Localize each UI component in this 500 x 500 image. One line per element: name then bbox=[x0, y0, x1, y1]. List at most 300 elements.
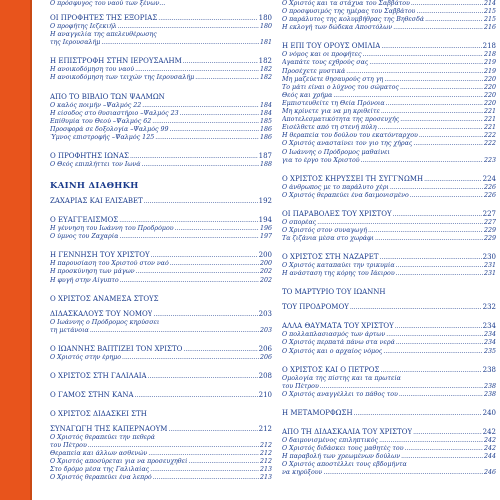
leader-dots bbox=[148, 450, 259, 458]
toc-subentry[interactable] bbox=[282, 100, 496, 108]
toc-subentry[interactable] bbox=[282, 76, 496, 84]
page-number: 220 bbox=[483, 99, 496, 107]
toc-subentry[interactable] bbox=[282, 132, 496, 140]
entry-title: Ο Χριστός θεραπεύει ένα δαιμονισμένο bbox=[282, 191, 409, 199]
toc-subentry[interactable] bbox=[50, 319, 272, 327]
page-number: 180 bbox=[258, 14, 272, 23]
entry-title: ΑΠΟ ΤΟ ΒΙΒΛΙΟ ΤΩΝ ΨΑΛΜΩΝ bbox=[50, 92, 165, 101]
entry-title: Η ανοικοδόμηση του ναού bbox=[50, 66, 135, 74]
entry-title: ΣΥΝΑΓΩΓΗ ΤΗΣ ΚΑΠΕΡΝΑΟΥΜ bbox=[50, 424, 168, 433]
toc-subentry[interactable] bbox=[282, 235, 496, 243]
leader-dots bbox=[317, 219, 483, 227]
leader-dots bbox=[396, 262, 483, 270]
page-number: 220 bbox=[483, 83, 496, 91]
leader-dots bbox=[425, 16, 483, 24]
toc-subentry[interactable] bbox=[282, 437, 496, 445]
leader-dots bbox=[369, 59, 483, 67]
leader-dots bbox=[381, 42, 481, 51]
spacer bbox=[50, 206, 272, 210]
page-number: 242 bbox=[483, 445, 496, 452]
toc-subentry[interactable] bbox=[282, 68, 496, 76]
spacer bbox=[282, 243, 496, 247]
entry-title: Η παραβολή των χρεωμένων δούλων bbox=[282, 453, 401, 461]
toc-chapter-entry[interactable] bbox=[282, 428, 496, 437]
page-number: 212 bbox=[259, 441, 272, 449]
leader-dots bbox=[151, 251, 258, 260]
leader-dots bbox=[383, 348, 483, 356]
toc-subentry[interactable] bbox=[282, 108, 496, 116]
entry-title: Ο Χριστός αποστέλλει τους εβδομήντα bbox=[282, 461, 407, 469]
page-number: 181 bbox=[259, 39, 272, 47]
leader-dots bbox=[378, 124, 483, 132]
entry-title: ΑΛΛΑ ΘΑΥΜΑΤΑ ΤΟΥ ΧΡΙΣΤΟΥ bbox=[282, 322, 394, 331]
toc-chapter-entry[interactable] bbox=[282, 366, 496, 375]
toc-chapter-entry[interactable] bbox=[50, 295, 272, 304]
leader-dots bbox=[380, 366, 481, 375]
leader-dots bbox=[396, 339, 483, 347]
toc-chapter-entry[interactable] bbox=[50, 410, 272, 419]
leader-dots bbox=[405, 445, 483, 453]
spacer bbox=[282, 32, 496, 36]
leader-dots bbox=[168, 425, 257, 434]
entry-title: Ο προφήτης Ιεζεκιήλ bbox=[50, 23, 117, 31]
toc-subentry[interactable] bbox=[50, 31, 272, 39]
entry-title: Ο πολλαπλασιασμός των άρτων bbox=[282, 331, 386, 339]
page-number: 184 bbox=[259, 101, 272, 109]
toc-subentry[interactable] bbox=[282, 84, 496, 92]
page-number: 234 bbox=[482, 322, 496, 331]
entry-title: Ο ΧΡΙΣΤΟΣ ΚΑΙ Ο ΠΕΤΡΟΣ bbox=[282, 365, 380, 374]
toc-chapter-entry[interactable] bbox=[282, 253, 496, 262]
page-number: 222 bbox=[483, 140, 496, 148]
leader-dots bbox=[120, 277, 259, 285]
entry-title: Ο πρόσφυγος του ναού των ξένων... bbox=[50, 0, 166, 7]
toc-subentry[interactable] bbox=[282, 0, 496, 8]
toc-subentry[interactable] bbox=[50, 450, 272, 458]
entry-title: της Ιερουσαλήμ bbox=[50, 39, 101, 47]
page-number: 197 bbox=[259, 233, 272, 241]
entry-title: Ο ΧΡΙΣΤΟΣ ΔΙΔΑΣΚΕΙ ΣΤΗ bbox=[50, 409, 147, 418]
spacer bbox=[282, 399, 496, 403]
toc-subentry[interactable] bbox=[50, 260, 272, 268]
toc-chapter-entry[interactable] bbox=[50, 391, 272, 400]
spacer bbox=[282, 200, 496, 204]
page-number: 238 bbox=[483, 390, 496, 398]
toc-chapter-entry[interactable] bbox=[282, 322, 496, 331]
leader-dots bbox=[144, 197, 258, 206]
entry-title: Ο Χριστός ανασταίνει τον γιο της χήρας bbox=[282, 140, 413, 148]
page-number: 229 bbox=[483, 235, 496, 243]
toc-subentry[interactable] bbox=[282, 51, 496, 59]
entry-title: Η ΕΠΙ ΤΟΥ ΟΡΟΥΣ ΟΜΙΛΙΑ bbox=[282, 42, 381, 51]
page-number: 182 bbox=[258, 57, 272, 66]
toc-subentry[interactable] bbox=[282, 116, 496, 124]
page-number: 238 bbox=[482, 365, 496, 374]
entry-title: Ο ΙΩΑΝΝΗΣ ΒΑΠΤΙΖΕΙ ΤΟΝ ΧΡΙΣΤΟ bbox=[50, 344, 183, 353]
toc-chapter-entry[interactable] bbox=[50, 345, 272, 354]
toc-subentry[interactable] bbox=[282, 59, 496, 67]
entry-title: τη μετάνοια bbox=[50, 326, 89, 334]
page-number: 242 bbox=[483, 436, 496, 444]
entry-title: Ο καλός ποιμήν –Ψαλμός 22 bbox=[50, 101, 142, 109]
spacer bbox=[50, 381, 272, 385]
entry-title: Ο σπορέας bbox=[282, 218, 317, 226]
page-number: 221 bbox=[483, 124, 496, 132]
entry-title: για το έργο του Χριστού bbox=[282, 156, 360, 164]
leader-dots bbox=[183, 57, 258, 66]
page-number: 212 bbox=[259, 450, 272, 458]
leader-dots bbox=[386, 100, 483, 108]
page-number: 202 bbox=[259, 268, 272, 276]
entry-title: ΤΟ ΜΑΡΤΥΡΙΟ ΤΟΥ ΙΩΑΝΝΗ bbox=[282, 288, 386, 297]
entry-title: Ο ΧΡΙΣΤΟΣ ΚΗΡΥΣΣΕΙ ΤΗ ΣΥΓΓΝΩΜΗ bbox=[282, 174, 424, 183]
toc-chapter-entry[interactable] bbox=[50, 310, 272, 319]
page-number: 221 bbox=[483, 116, 496, 124]
leader-dots bbox=[136, 268, 259, 276]
toc-subentry[interactable] bbox=[50, 442, 272, 450]
leader-dots bbox=[153, 310, 257, 319]
page-number: 227 bbox=[483, 218, 496, 226]
page-number: 222 bbox=[483, 132, 496, 140]
toc-subentry[interactable] bbox=[50, 39, 272, 47]
leader-dots bbox=[396, 270, 483, 278]
leader-dots bbox=[320, 383, 483, 391]
page-number: 203 bbox=[258, 309, 272, 318]
toc-subentry[interactable] bbox=[50, 474, 272, 482]
toc-subentry[interactable] bbox=[50, 102, 272, 110]
entry-title: Η προσκύνηση των μάγων bbox=[50, 268, 135, 276]
toc-subentry[interactable] bbox=[282, 124, 496, 132]
page-number: 182 bbox=[259, 66, 272, 74]
page-number: 221 bbox=[483, 108, 496, 116]
toc-subentry[interactable] bbox=[282, 227, 496, 235]
toc-subentry[interactable] bbox=[50, 134, 272, 142]
page-number: 200 bbox=[258, 251, 272, 260]
page-number: 212 bbox=[259, 458, 272, 466]
page-number: 216 bbox=[483, 24, 496, 32]
entry-title: Ο προσφυσιμός της ημέρας του Σαββάτου bbox=[282, 8, 416, 16]
page-number: 213 bbox=[259, 474, 272, 482]
toc-subentry[interactable] bbox=[282, 192, 496, 200]
page-number: 218 bbox=[483, 51, 496, 59]
leader-dots bbox=[135, 66, 259, 74]
leader-dots bbox=[401, 453, 483, 461]
page-number: 192 bbox=[258, 197, 272, 206]
page-number: 219 bbox=[483, 67, 496, 75]
leader-dots bbox=[175, 225, 259, 233]
page-number: 208 bbox=[258, 371, 272, 380]
entry-title: Ο Χριστός στον συναγωγή bbox=[282, 226, 367, 234]
leader-dots bbox=[346, 68, 483, 76]
entry-title: Η θεραπεία του δούλου του εκατόνταρχου bbox=[282, 132, 418, 140]
page-number: 244 bbox=[483, 453, 496, 461]
toc-subentry[interactable] bbox=[50, 354, 272, 362]
entry-title: ΑΠΟ ΤΗ ΔΙΔΑΣΚΑΛΙΑ ΤΟΥ ΧΡΙΣΤΟΥ bbox=[282, 427, 413, 436]
leader-dots bbox=[323, 469, 483, 477]
page-number: 186 bbox=[259, 133, 272, 141]
page-number: 214 bbox=[483, 0, 496, 7]
toc-chapter-entry[interactable] bbox=[282, 288, 496, 297]
toc-subentry[interactable] bbox=[50, 268, 272, 276]
entry-title: ΟΙ ΠΑΡΑΒΟΛΕΣ ΤΟΥ ΧΡΙΣΤΟΥ bbox=[282, 209, 392, 218]
spacer bbox=[50, 362, 272, 366]
page-number: 202 bbox=[259, 276, 272, 284]
entry-title: Η ΕΠΙΣΤΡΟΦΗ ΣΤΗΝ ΙΕΡΟΥΣΑΛΗΜ bbox=[50, 57, 182, 66]
leader-dots bbox=[180, 110, 259, 118]
toc-subentry[interactable] bbox=[50, 327, 272, 335]
entry-title: Ο Χριστός διδάσκει τους μαθητές του bbox=[282, 445, 404, 452]
spacer bbox=[50, 400, 272, 404]
toc-subentry[interactable] bbox=[282, 16, 496, 24]
toc-subentry[interactable] bbox=[50, 434, 272, 442]
toc-chapter-entry[interactable] bbox=[50, 57, 272, 66]
leader-dots bbox=[170, 126, 259, 134]
toc-subentry[interactable] bbox=[282, 348, 496, 356]
entry-title: Ο Θεός επιπλήττει τον Ιωνά bbox=[50, 161, 141, 169]
entry-title: Ο ΕΥΑΓΓΕΛΙΣΜΟΣ bbox=[50, 216, 119, 225]
toc-chapter-entry[interactable] bbox=[50, 197, 272, 206]
toc-subentry[interactable] bbox=[282, 445, 496, 453]
entry-title: ΤΟΥ ΠΡΟΔΡΟΜΟΥ bbox=[282, 303, 349, 312]
entry-title: Αποτελεσματικότητα της προσευχής bbox=[282, 116, 400, 124]
toc-chapter-entry[interactable] bbox=[50, 425, 272, 434]
entry-title: Η αναγγελία της απελευθέρωσης bbox=[50, 31, 157, 39]
page-number: 226 bbox=[483, 191, 496, 199]
entry-title: Η φυγή στην Αίγυπτο bbox=[50, 276, 119, 284]
entry-title: Ο ΠΡΟΦΗΤΗΣ ΙΩΝΑΣ bbox=[50, 152, 130, 161]
leader-dots bbox=[399, 391, 483, 399]
toc-chapter-entry[interactable] bbox=[282, 409, 496, 418]
toc-subentry[interactable] bbox=[50, 225, 272, 233]
entry-title: Ο Χριστός καταπαύει την τρικυμία bbox=[282, 262, 395, 270]
toc-subentry[interactable] bbox=[50, 233, 272, 241]
toc-subentry[interactable] bbox=[282, 184, 496, 192]
entry-title: Ο ΧΡΙΣΤΟΣ ΣΤΗ ΓΑΛΙΛΑΙΑ bbox=[50, 371, 147, 380]
toc-subentry[interactable] bbox=[282, 331, 496, 339]
leader-dots bbox=[195, 74, 259, 82]
toc-chapter-entry[interactable] bbox=[282, 210, 496, 219]
toc-chapter-entry[interactable] bbox=[50, 372, 272, 381]
page-number: 182 bbox=[259, 74, 272, 82]
leader-dots bbox=[152, 118, 259, 126]
entry-title: ΔΙΔΑΣΚΑΛΟΥΣ ΤΟΥ ΝΟΜΟΥ bbox=[50, 309, 153, 318]
leader-dots bbox=[153, 474, 259, 482]
entry-title: Ο ύμνος του Ζαχαρία bbox=[50, 233, 119, 241]
page-number: 184 bbox=[259, 109, 272, 117]
entry-title: Ο Χριστός και ο αρχαίος νόμος bbox=[282, 347, 383, 355]
toc-chapter-entry[interactable] bbox=[50, 251, 272, 260]
toc-subentry[interactable] bbox=[282, 24, 496, 32]
toc-chapter-entry[interactable] bbox=[282, 42, 496, 51]
toc-subentry[interactable] bbox=[282, 391, 496, 399]
entry-title: Εμπιστευθείτε τη Θεία Πρόνοια bbox=[282, 99, 385, 107]
page-number: 232 bbox=[482, 303, 496, 312]
leader-dots bbox=[411, 0, 483, 8]
leader-dots bbox=[410, 192, 483, 200]
toc-subentry[interactable] bbox=[50, 277, 272, 285]
page-number: 186 bbox=[259, 125, 272, 133]
toc-subentry[interactable] bbox=[282, 469, 496, 477]
toc-subentry[interactable] bbox=[50, 126, 272, 134]
leader-dots bbox=[361, 157, 483, 165]
toc-subentry[interactable] bbox=[282, 262, 496, 270]
toc-subentry[interactable] bbox=[282, 339, 496, 347]
leader-dots bbox=[379, 437, 483, 445]
toc-chapter-entry[interactable] bbox=[50, 216, 272, 225]
entry-title: Προσέχετε μυστικά bbox=[282, 67, 346, 75]
entry-title: Ο Χριστός και τα στάχυα του Σαββάτου bbox=[282, 0, 410, 7]
entry-title: Ύμνος επιστροφής –Ψαλμός 125 bbox=[50, 133, 155, 141]
entry-title: Αγαπάτε τους εχθρούς σας bbox=[282, 59, 369, 67]
entry-title: Ο δαιμονισμένος επιληπτικός bbox=[282, 436, 379, 444]
leader-dots bbox=[122, 354, 259, 362]
leader-dots bbox=[375, 235, 483, 243]
toc-subentry[interactable] bbox=[50, 110, 272, 118]
entry-title: Ο ΧΡΙΣΤΟΣ ΑΝΑΜΕΣΑ ΣΤΟΥΣ bbox=[50, 294, 159, 303]
page-number: 210 bbox=[258, 390, 272, 399]
page-number: 223 bbox=[483, 156, 496, 164]
leader-dots bbox=[413, 140, 483, 148]
leader-dots bbox=[90, 327, 259, 335]
page-number: 212 bbox=[258, 424, 272, 433]
page-number: 242 bbox=[482, 427, 496, 436]
toc-subentry[interactable] bbox=[50, 23, 272, 31]
page-number: 188 bbox=[259, 161, 272, 169]
leader-dots bbox=[386, 331, 483, 339]
leader-dots bbox=[130, 152, 258, 161]
toc-chapter-entry[interactable] bbox=[282, 303, 496, 312]
page-number: 219 bbox=[483, 59, 496, 67]
toc-subentry[interactable] bbox=[50, 74, 272, 82]
toc-subentry[interactable] bbox=[282, 140, 496, 148]
spacer bbox=[282, 356, 496, 360]
toc-chapter-entry[interactable] bbox=[50, 93, 272, 102]
entry-title: Η ΜΕΤΑΜΟΡΦΩΣΗ bbox=[282, 408, 353, 417]
page-number: 227 bbox=[482, 209, 496, 218]
toc-subentry[interactable] bbox=[282, 453, 496, 461]
page-number: 238 bbox=[483, 382, 496, 390]
page-number: 235 bbox=[483, 347, 496, 355]
leader-dots bbox=[148, 372, 258, 381]
leader-dots bbox=[142, 161, 259, 169]
page-number: 220 bbox=[483, 91, 496, 99]
entry-title: Η ΓΕΝΝΗΣΗ ΤΟΥ ΧΡΙΣΤΟΥ bbox=[50, 251, 150, 260]
entry-title: ΖΑΧΑΡΙΑΣ ΚΑΙ ΕΛΙΣΑΒΕΤ bbox=[50, 197, 143, 206]
entry-title: Μη κρίνετε για να μη κριθείτε bbox=[282, 108, 380, 116]
leader-dots bbox=[350, 303, 482, 312]
spacer bbox=[50, 47, 272, 51]
spacer bbox=[50, 285, 272, 289]
entry-title: του Πέτρου bbox=[50, 441, 87, 449]
page-number: 226 bbox=[483, 183, 496, 191]
toc-subentry[interactable] bbox=[282, 219, 496, 227]
leader-dots bbox=[354, 409, 482, 418]
page-number: 218 bbox=[482, 42, 496, 51]
spacer bbox=[50, 241, 272, 245]
leader-dots bbox=[142, 102, 259, 110]
toc-chapter-entry[interactable] bbox=[50, 152, 272, 161]
toc-subentry[interactable] bbox=[282, 8, 496, 16]
toc-chapter-entry[interactable] bbox=[50, 14, 272, 23]
toc-subentry[interactable] bbox=[282, 157, 496, 165]
entry-title: Ο Χριστός αποσύρεται για να προσευχηθεί bbox=[50, 458, 188, 466]
leader-dots bbox=[395, 322, 482, 331]
toc-subentry[interactable] bbox=[282, 270, 496, 278]
spacer bbox=[282, 165, 496, 169]
leader-dots bbox=[183, 345, 257, 354]
toc-page bbox=[30, 0, 500, 500]
toc-chapter-entry[interactable] bbox=[282, 175, 496, 184]
leader-dots bbox=[400, 84, 483, 92]
spacer bbox=[282, 418, 496, 422]
toc-subentry[interactable] bbox=[50, 458, 272, 466]
leader-dots bbox=[333, 92, 483, 100]
page-number: 206 bbox=[259, 353, 272, 361]
entry-title: Ο Ιωάννης ο Πρόδρομος μαθαίνει bbox=[282, 148, 391, 156]
entry-title: Ο νόμος και οι προφήτες bbox=[282, 51, 362, 59]
toc-subentry[interactable] bbox=[282, 92, 496, 100]
page-number: 240 bbox=[482, 408, 496, 417]
page-number: 203 bbox=[259, 326, 272, 334]
spacer bbox=[282, 312, 496, 316]
entry-title: να κηρύξουν bbox=[282, 469, 323, 477]
toc-subentry[interactable] bbox=[50, 161, 272, 169]
page-number: 224 bbox=[482, 174, 496, 183]
leader-dots bbox=[119, 233, 259, 241]
page-number: 246 bbox=[483, 469, 496, 477]
leader-dots bbox=[88, 442, 259, 450]
page-number: 206 bbox=[258, 344, 272, 353]
page-number: 185 bbox=[259, 117, 272, 125]
page-number: 200 bbox=[259, 260, 272, 268]
toc-subentry[interactable] bbox=[50, 466, 272, 474]
toc-subentry[interactable] bbox=[282, 461, 496, 469]
toc-subentry[interactable] bbox=[50, 118, 272, 126]
entry-title: Ο ΓΑΜΟΣ ΣΤΗΝ ΚΑΝΑ bbox=[50, 390, 134, 399]
entry-title: Επίθυμία του Θεού –Ψαλμός 62 bbox=[50, 117, 152, 125]
leader-dots bbox=[135, 391, 258, 400]
toc-subentry[interactable] bbox=[282, 383, 496, 391]
page-number: 180 bbox=[259, 23, 272, 31]
entry-title: Θεός και χρήμα bbox=[282, 91, 333, 99]
toc-right-column bbox=[282, 0, 496, 477]
spacer bbox=[50, 142, 272, 146]
entry-title: Ο Χριστός θεραπεύει την πεθερά bbox=[50, 433, 155, 441]
leader-dots bbox=[390, 184, 483, 192]
leader-dots bbox=[368, 227, 483, 235]
entry-title: Προσφορά σε δοξολογία –Ψαλμός 99 bbox=[50, 125, 169, 133]
entry-title: Η γέννηση του Ιωάννη του Προδρόμου bbox=[50, 225, 174, 233]
toc-left-column bbox=[50, 0, 272, 482]
toc-subentry[interactable] bbox=[282, 149, 496, 157]
entry-title: Μη μαζεύετε θησαυρούς στη γη bbox=[282, 75, 384, 83]
leader-dots bbox=[155, 134, 259, 142]
toc-subentry[interactable] bbox=[50, 0, 272, 8]
entry-title: ΟΙ ΠΡΟΦΗΤΕΣ ΤΗΣ ΕΞΟΡΙΑΣ bbox=[50, 14, 158, 23]
leader-dots bbox=[170, 260, 259, 268]
toc-subentry[interactable] bbox=[50, 66, 272, 74]
entry-title: Η παρουσίαση του Χριστού στον ναό bbox=[50, 260, 169, 268]
spacer bbox=[50, 83, 272, 87]
entry-title: Εισέλθετε από τη στενή πύλη bbox=[282, 124, 377, 132]
page-number: 234 bbox=[483, 331, 496, 339]
entry-title: Στο δρόμο μέσα της Γαλιλαίας bbox=[50, 466, 150, 474]
toc-subentry[interactable] bbox=[282, 375, 496, 383]
leader-dots bbox=[119, 216, 257, 225]
leader-dots bbox=[419, 132, 483, 140]
page-number: 220 bbox=[483, 75, 496, 83]
leader-dots bbox=[188, 458, 259, 466]
